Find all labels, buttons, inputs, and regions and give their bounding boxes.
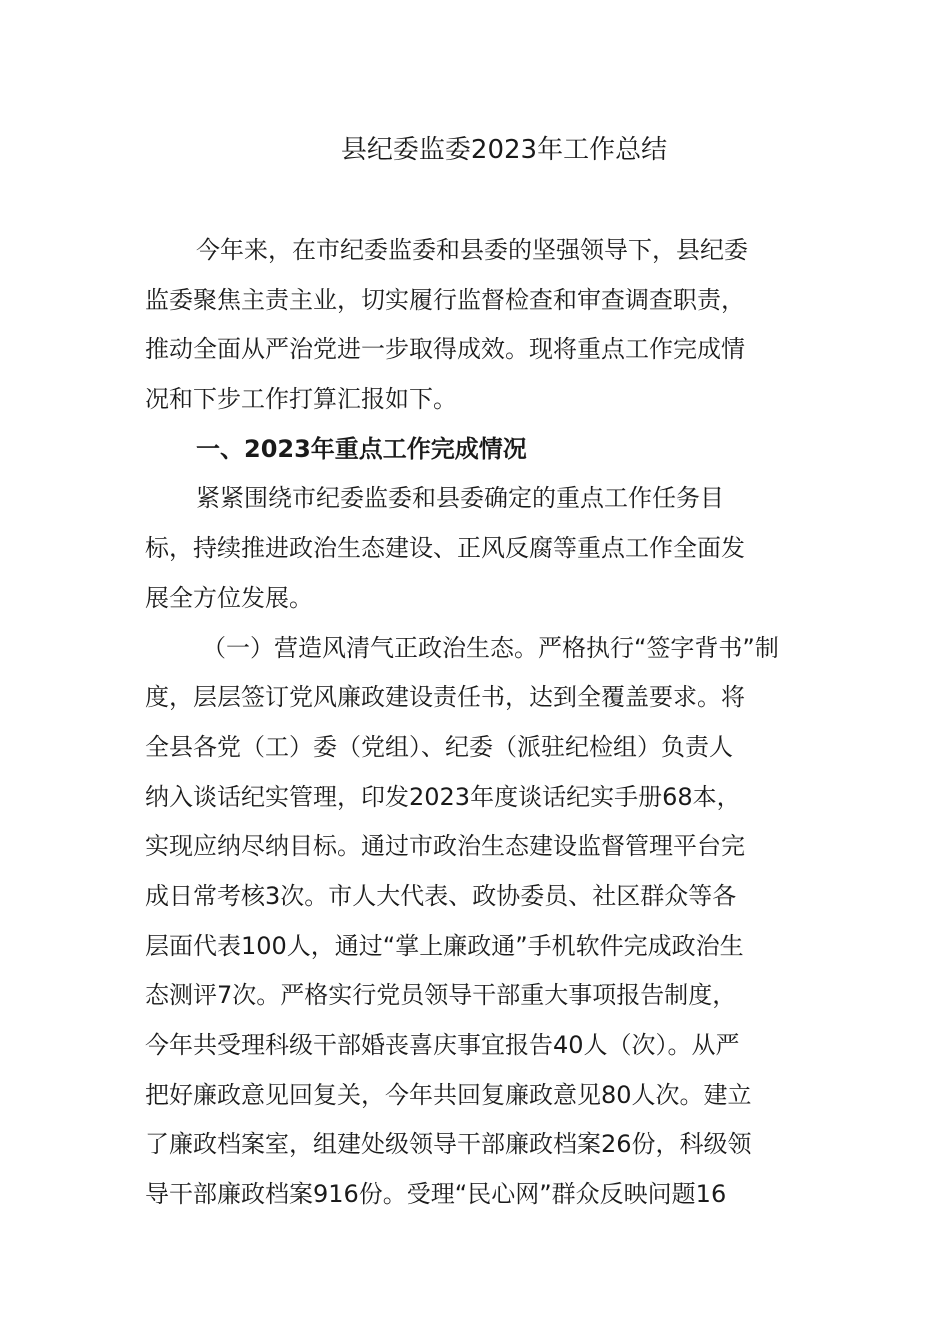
paragraph-line: 全县各党（工）委（党组）、纪委（派驻纪检组）负责人 (145, 732, 733, 761)
paragraph-line: 态测评7次。严格实行党员领导干部重大事项报告制度， (145, 981, 737, 1010)
document-body (145, 226, 805, 1220)
paragraph-line: 实现应纳尽纳目标。通过市政治生态建设监督管理平台完 (145, 832, 745, 861)
paragraph-line: 把好廉政意见回复关，今年共回复廉政意见80人次。建立 (145, 1080, 752, 1109)
paragraph-line: 展全方位发展。 (145, 583, 313, 612)
paragraph-line: 层面代表100人，通过“掌上廉政通”手机软件完成政治生 (145, 931, 744, 960)
paragraph-line: 今年共受理科级干部婚丧喜庆事宜报告40人（次）。从严 (145, 1031, 740, 1059)
paragraph-line: 推动全面从严治党进一步取得成效。现将重点工作完成情 (145, 335, 745, 364)
paragraph-line: 今年来，在市纪委监委和县委的坚强领导下，县纪委 (196, 236, 748, 264)
paragraph-line: 监委聚焦主责主业，切实履行监督检查和审查调查职责， (145, 285, 745, 314)
paragraph-line: 了廉政档案室，组建处级领导干部廉政档案26份，科级领 (145, 1130, 752, 1159)
section-heading: 一、2023年重点工作完成情况 (196, 434, 527, 463)
paragraph-line: 纳入谈话纪实管理，印发2023年度谈话纪实手册68本， (145, 782, 741, 811)
paragraph-line: 标，持续推进政治生态建设、正风反腐等重点工作全面发 (145, 534, 745, 563)
document-title: 县纪委监委2023年工作总结 (340, 135, 668, 165)
paragraph-line: 成日常考核3次。市人大代表、政协委员、社区群众等各 (145, 881, 737, 910)
subsection-line: （一）营造风清气正政治生态。严格执行“签字背书”制 (202, 633, 779, 662)
paragraph-line: 况和下步工作打算汇报如下。 (145, 385, 457, 414)
paragraph-line: 导干部廉政档案916份。受理“民心网”群众反映问题16 (145, 1180, 727, 1209)
paragraph-line: 度，层层签订党风廉政建设责任书，达到全覆盖要求。将 (145, 683, 745, 712)
paragraph-line: 紧紧围绕市纪委监委和县委确定的重点工作任务目 (196, 484, 724, 513)
